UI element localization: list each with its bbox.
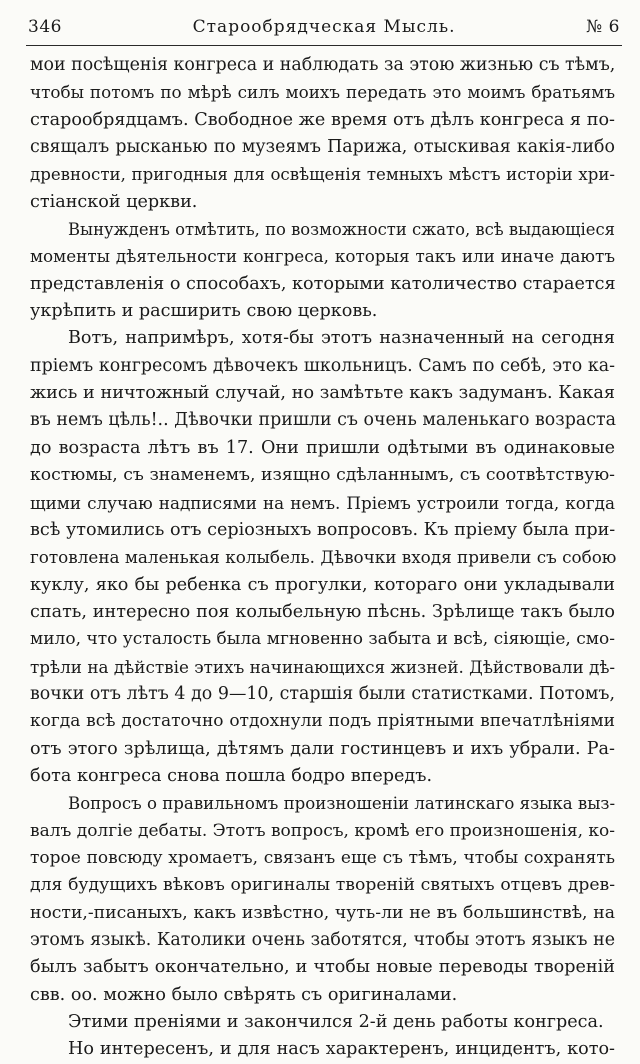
text-line: всѣ утомились отъ серіозныхъ вопросовъ. Къ пріему была при- [30,519,616,540]
text-line: костюмы, съ знаменемъ, изящно сдѣланнымъ, съ соотвѣтствую- [30,465,615,486]
text-line: Но интересенъ, и для насъ характеренъ, инцидентъ, кото- [68,1039,615,1060]
text-line: представленія о способахъ, которыми католичество старается [30,273,616,294]
paragraph [30,1009,615,1036]
text-line: валъ долгіе дебаты. Этотъ вопросъ, кромѣ его произношенія, ко- [30,820,615,841]
text-line: торое повсюду хромаетъ, связанъ еще съ тѣмъ, чтобы сохранять [30,847,615,868]
page-number: 346 [28,17,62,37]
text-line: когда всѣ достаточно отдохнули подъ пріятными впечатлѣніями [30,711,615,732]
text-line: до возраста лѣтъ въ 17. Они пришли одѣтыми въ одинаковые [30,437,615,458]
text-line: Вынужденъ отмѣтить, по возможности сжато, всѣ выдающіеся [68,220,615,240]
text-line: мои посѣщенія конгреса и наблюдать за этою жизнью съ тѣмъ, [30,55,616,75]
text-line: пріемъ конгресомъ дѣвочекъ школьницъ. Самъ по себѣ, это ка- [30,355,615,376]
text-line: трѣли на дѣйствіе этихъ начинающихся жизней. Дѣйствовали дѣ- [30,656,616,677]
text-line: Вотъ, напримѣръ, хотя-бы этотъ назначенный на сегодня [68,328,615,349]
text-line: жись и ничтожный случай, но замѣтьте какъ задуманъ. Какая [30,383,615,404]
text-line: свящалъ рысканью по музеямъ Парижа, отыскивая какія-либо [30,137,615,158]
text-line: мило, что усталость была мгновенно забыта и всѣ, сіяющіе, смо- [30,629,615,650]
running-header [28,12,620,42]
text-line: свв. оо. можно было свѣрять съ оригиналами. [30,984,458,1005]
text-line: готовлена маленькая колыбель. Дѣвочки входя привели съ собою [30,547,617,568]
paragraph [30,325,615,790]
text-line: укрѣпить и расширить свою церковь. [30,301,378,322]
header-rule [26,45,622,46]
text-line: древности, пригодныя для освѣщенія темныхъ мѣстъ исторіи хри- [30,165,615,185]
text-line: въ немъ цѣль!.. Дѣвочки пришли съ очень маленькаго возраста [30,410,616,431]
text-line: былъ забытъ окончательно, и чтобы новые переводы твореній [30,957,615,978]
paragraph [30,216,615,325]
journal-title: Старообрядческая Мысль. [192,17,456,37]
text-line: бота конгреса снова пошла бодро впередъ. [30,765,433,786]
text-line: куклу, яко бы ребенка съ прогулки, котораго они укладывали [30,574,615,595]
text-line: щими случаю надписями на немъ. Пріемъ устроили тогда, когда [30,492,615,513]
paragraph [30,790,615,1009]
text-line: спать, интересно поя колыбельную пѣснь. Зрѣлище такъ было [30,601,615,622]
text-line: стіанской церкви. [30,191,198,212]
text-line: Вопросъ о правильномъ произношеніи латинскаго языка выз- [68,794,616,814]
text-line: вочки отъ лѣтъ 4 до 9—10, старшія были статистками. Потомъ, [30,683,615,704]
text-line: моменты дѣятельности конгреса, которыя такъ или иначе даютъ [30,246,615,267]
paragraph [30,1036,615,1063]
text-line: чтобы потомъ по мѣрѣ силъ моихъ передать это моимъ братьямъ [30,82,615,103]
paragraph [30,52,615,216]
page-body [30,52,615,1064]
text-line: ности,-писаныхъ, какъ извѣстно, чуть-ли не въ большинствѣ, на [30,902,615,923]
text-line: отъ этого зрѣлища, дѣтямъ дали гостинцевъ и ихъ убрали. Ра- [30,738,615,759]
text-line: старообрядцамъ. Свободное же время отъ дѣлъ конгреса я по- [30,109,615,130]
text-line: для будущихъ вѣковъ оригиналы твореній святыхъ отцевъ древ- [30,875,615,896]
text-line: этомъ языкѣ. Католики очень заботятся, чтобы этотъ языкъ не [30,930,615,950]
issue-number: № 6 [586,17,620,37]
text-line: Этими преніями и закончился 2-й день работы конгреса. [68,1012,604,1033]
